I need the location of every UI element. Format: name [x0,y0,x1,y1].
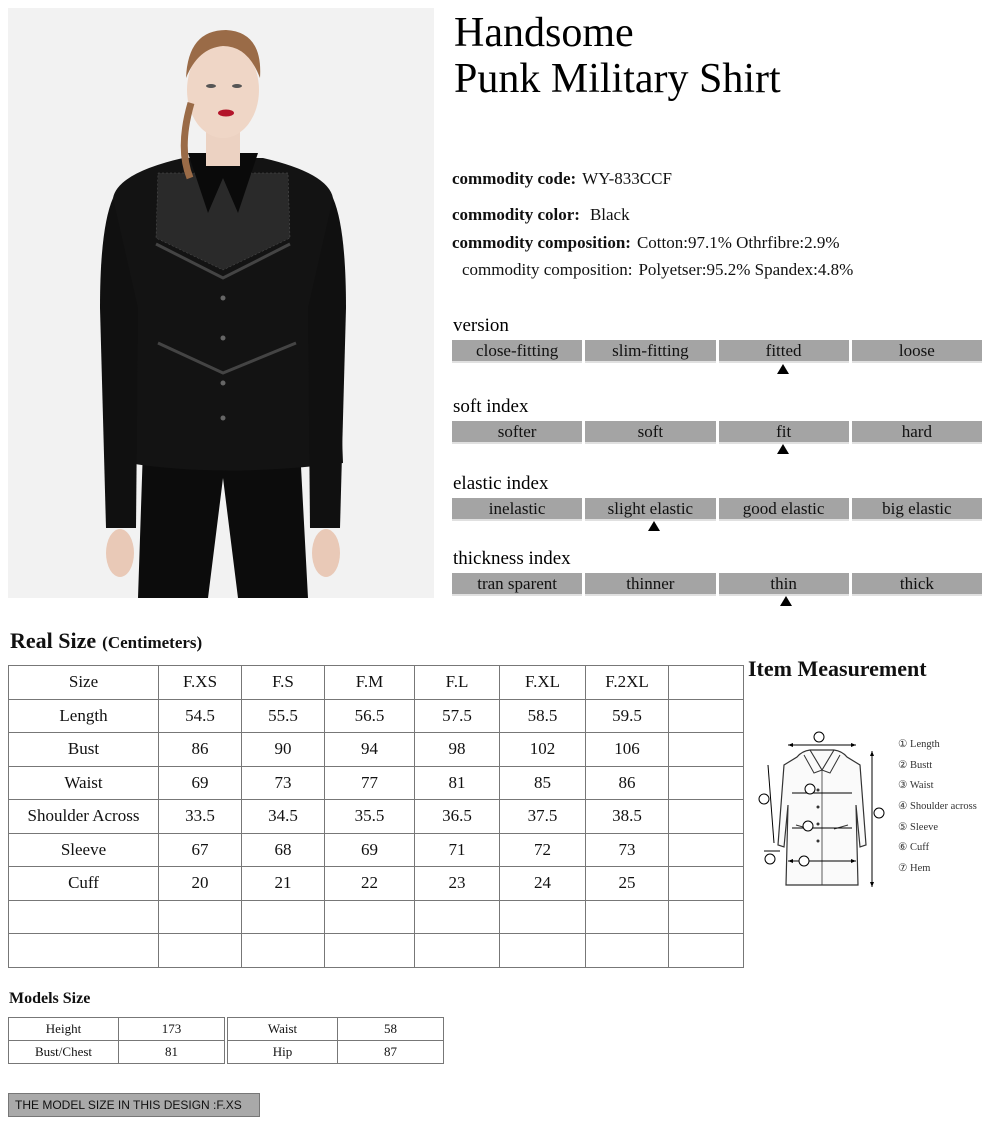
table-cell: 37.5 [500,800,586,834]
table-row [9,1041,225,1064]
commodity-code-row [452,169,672,189]
model-measure-value: 173 [119,1018,225,1041]
models-size-table-right [227,1017,444,1064]
commodity-composition-value: Cotton:97.1% Othrfibre:2.9% [636,233,840,252]
version-option: fitted [719,340,849,363]
table-cell: 67 [159,833,242,867]
table-cell: 33.5 [159,800,242,834]
legend-item: ② Bustt [898,759,933,771]
thickness-index-option: thinner [585,573,715,596]
table-cell: 69 [159,766,242,800]
elastic-index-label: elastic index [453,473,549,494]
table-cell: 86 [586,766,669,800]
elastic-index-option: slight elastic [585,498,715,521]
table-cell [242,900,325,934]
legend-item: ⑦ Hem [898,863,931,875]
title-line-1: Handsome [454,10,634,56]
table-cell: 85 [500,766,586,800]
version-option: loose [852,340,982,363]
table-cell: 23 [415,867,500,901]
table-cell: 21 [242,867,325,901]
legend-item: ① Length [898,739,940,750]
table-cell: 69 [325,833,415,867]
size-table-header [9,666,744,700]
table-cell [669,833,744,867]
table-cell: 35.5 [325,800,415,834]
table-cell: 55.5 [242,699,325,733]
table-cell: 59.5 [586,699,669,733]
table-cell: 56.5 [325,699,415,733]
table-cell: 77 [325,766,415,800]
item-measurement-title: Item Measurement [748,656,927,681]
table-cell [669,699,744,733]
table-cell [669,733,744,767]
thickness-index-option: thin [719,573,849,596]
table-cell: 36.5 [415,800,500,834]
table-cell [415,900,500,934]
thickness-index-marker-icon [780,596,792,606]
real-size-title [10,628,202,654]
table-cell [325,934,415,968]
thickness-index-option: tran sparent [452,573,582,596]
soft-index-option: hard [852,421,982,444]
commodity-color-row [452,205,630,225]
legend-item: ③ Waist [898,780,934,792]
table-cell [242,934,325,968]
soft-index-label: soft index [453,396,529,417]
row-label: Sleeve [9,833,159,867]
soft-index-option: softer [452,421,582,444]
row-label: Shoulder Across [9,800,159,834]
elastic-index-marker-icon [648,521,660,531]
table-cell: 24 [500,867,586,901]
soft-index-option: soft [585,421,715,444]
version-option: slim-fitting [585,340,715,363]
header-cell: F.XL [500,666,586,700]
table-cell: 73 [242,766,325,800]
table-row [9,699,744,733]
soft-index-marker-icon [777,444,789,454]
table-cell: 22 [325,867,415,901]
commodity-composition2-value: Polyetser:95.2% Spandex:4.8% [638,260,854,279]
legend-item: ④ Shoulder across [898,801,977,813]
table-cell [586,934,669,968]
models-size-table-left [8,1017,225,1064]
version-options [452,340,982,363]
table-cell: 20 [159,867,242,901]
table-row [9,766,744,800]
commodity-code-label: commodity code: [452,169,577,188]
table-row [9,833,744,867]
table-cell [669,867,744,901]
table-cell [159,900,242,934]
header-cell: F.L [415,666,500,700]
table-cell: 94 [325,733,415,767]
header-cell: F.XS [159,666,242,700]
table-cell: 106 [586,733,669,767]
header-cell: F.2XL [586,666,669,700]
table-cell: 68 [242,833,325,867]
table-row [9,800,744,834]
table-cell [415,934,500,968]
size-table [8,665,744,968]
product-photo [8,8,434,598]
table-cell: 57.5 [415,699,500,733]
table-cell: 54.5 [159,699,242,733]
table-cell [325,900,415,934]
commodity-color-value: Black [589,205,630,224]
version-option: close-fitting [452,340,582,363]
commodity-color-label: commodity color: [452,205,580,224]
table-cell [669,934,744,968]
soft-index-options [452,421,982,444]
table-row [228,1018,444,1041]
table-cell [500,900,586,934]
thickness-index-option: thick [852,573,982,596]
model-measure-label: Hip [228,1041,338,1064]
table-row [228,1041,444,1064]
row-label: Length [9,699,159,733]
header-cell: Size [9,666,159,700]
table-cell [159,934,242,968]
table-cell: 34.5 [242,800,325,834]
model-measure-value: 58 [338,1018,444,1041]
models-size-title: Models Size [9,990,91,1007]
model-measure-value: 87 [338,1041,444,1064]
table-row [9,934,744,968]
table-cell [669,800,744,834]
row-label [9,900,159,934]
header-cell [669,666,744,700]
row-label [9,934,159,968]
header-cell: F.M [325,666,415,700]
model-measure-label: Waist [228,1018,338,1041]
table-cell [669,766,744,800]
table-cell: 71 [415,833,500,867]
commodity-composition-row [452,233,840,253]
table-row [9,900,744,934]
row-label: Bust [9,733,159,767]
model-measure-label: Bust/Chest [9,1041,119,1064]
real-size-unit: (Centimeters) [102,633,203,652]
product-title [454,10,781,102]
model-measure-value: 81 [119,1041,225,1064]
soft-index-option: fit [719,421,849,444]
thickness-index-options [452,573,982,596]
table-cell: 25 [586,867,669,901]
table-row [9,733,744,767]
table-cell [669,900,744,934]
header-cell: F.S [242,666,325,700]
commodity-code-value: WY-833CCF [582,169,672,188]
table-cell: 90 [242,733,325,767]
table-cell: 58.5 [500,699,586,733]
table-cell: 98 [415,733,500,767]
legend-item: ⑥ Cuff [898,842,930,854]
table-cell [500,934,586,968]
table-cell: 38.5 [586,800,669,834]
commodity-composition-label: commodity composition: [452,233,631,252]
real-size-heading: Real Size [10,628,97,653]
version-marker-icon [777,364,789,374]
table-cell: 86 [159,733,242,767]
table-cell: 72 [500,833,586,867]
table-cell: 81 [415,766,500,800]
model-size-note: THE MODEL SIZE IN THIS DESIGN :F.XS [8,1093,260,1117]
elastic-index-option: good elastic [719,498,849,521]
version-label: version [453,315,509,336]
elastic-index-option: inelastic [452,498,582,521]
elastic-index-option: big elastic [852,498,982,521]
table-cell [586,900,669,934]
row-label: Cuff [9,867,159,901]
table-cell: 73 [586,833,669,867]
table-cell: 102 [500,733,586,767]
thickness-index-label: thickness index [453,548,571,569]
table-row [9,1018,225,1041]
measurement-legend [898,738,977,883]
table-row [9,867,744,901]
commodity-composition2-row [462,260,853,280]
legend-item: ⑤ Sleeve [898,821,939,833]
row-label: Waist [9,766,159,800]
commodity-composition2-label: commodity composition: [462,260,633,279]
elastic-index-options [452,498,982,521]
title-line-2: Punk Military Shirt [454,56,781,102]
model-measure-label: Height [9,1018,119,1041]
